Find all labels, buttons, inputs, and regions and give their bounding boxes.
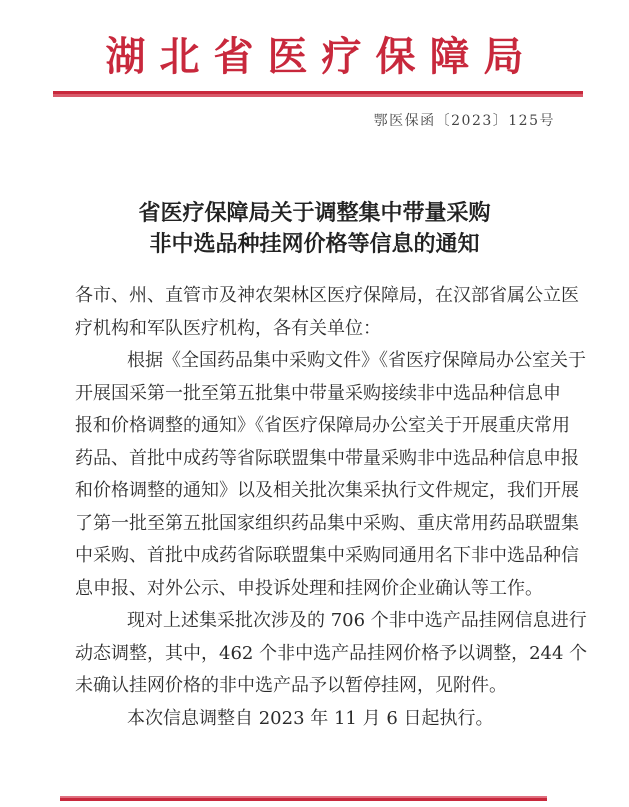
paragraph-line: 和价格调整的通知》以及相关批次集采执行文件规定，我们开展 — [75, 480, 579, 501]
paragraph-line: 息申报、对外公示、申投诉处理和挂网价企业确认等工作。 — [75, 577, 543, 599]
paragraph-line: 未确认挂网价格的非中选产品予以暂停挂网，见附件。 — [75, 675, 507, 696]
addressee-line: 疗机构和军队医疗机构，各有关单位： — [75, 317, 381, 339]
paragraph-line: 开展国采第一批至第五批集中带量采购接续非中选品种信息申 — [75, 382, 561, 404]
paragraph-line: 根据《全国药品集中采购文件》《省医疗保障局办公室关于 — [127, 350, 586, 371]
title-line-2: 非中选品种挂网价格等信息的通知 — [149, 231, 480, 257]
paragraph-line: 现对上述集采批次涉及的 706 个非中选产品挂网信息进行 — [127, 610, 587, 631]
paragraph-line: 药品、首批中成药等省际联盟集中带量采购非中选品种信息申报 — [75, 447, 579, 469]
addressee-line: 各市、州、直管市及神农架林区医疗保障局，在汉部省属公立医 — [75, 285, 579, 306]
paragraph-line: 本次信息调整自 2023 年 11 月 6 日起执行。 — [127, 707, 494, 729]
paragraph-line: 报和价格调整的通知》《省医疗保障局办公室关于开展重庆常用 — [75, 415, 570, 436]
paragraph-line: 了第一批至第五批国家组织药品集中采购、重庆常用药品联盟集 — [75, 512, 579, 534]
title-line-1: 省医疗保障局关于调整集中带量采购 — [138, 200, 491, 226]
footer-red-rule — [60, 798, 547, 801]
document-number: 鄂医保函〔2023〕125号 — [373, 113, 555, 129]
header-red-rule — [53, 91, 583, 94]
issuing-organization: 湖北省医疗保障局 — [105, 34, 538, 80]
paragraph-line: 中采购、首批中成药省际联盟集中采购同通用名下非中选品种信 — [75, 545, 579, 566]
document-body — [75, 280, 588, 735]
paragraph-line: 动态调整，其中，462 个非中选产品挂网价格予以调整，244 个 — [75, 642, 588, 664]
